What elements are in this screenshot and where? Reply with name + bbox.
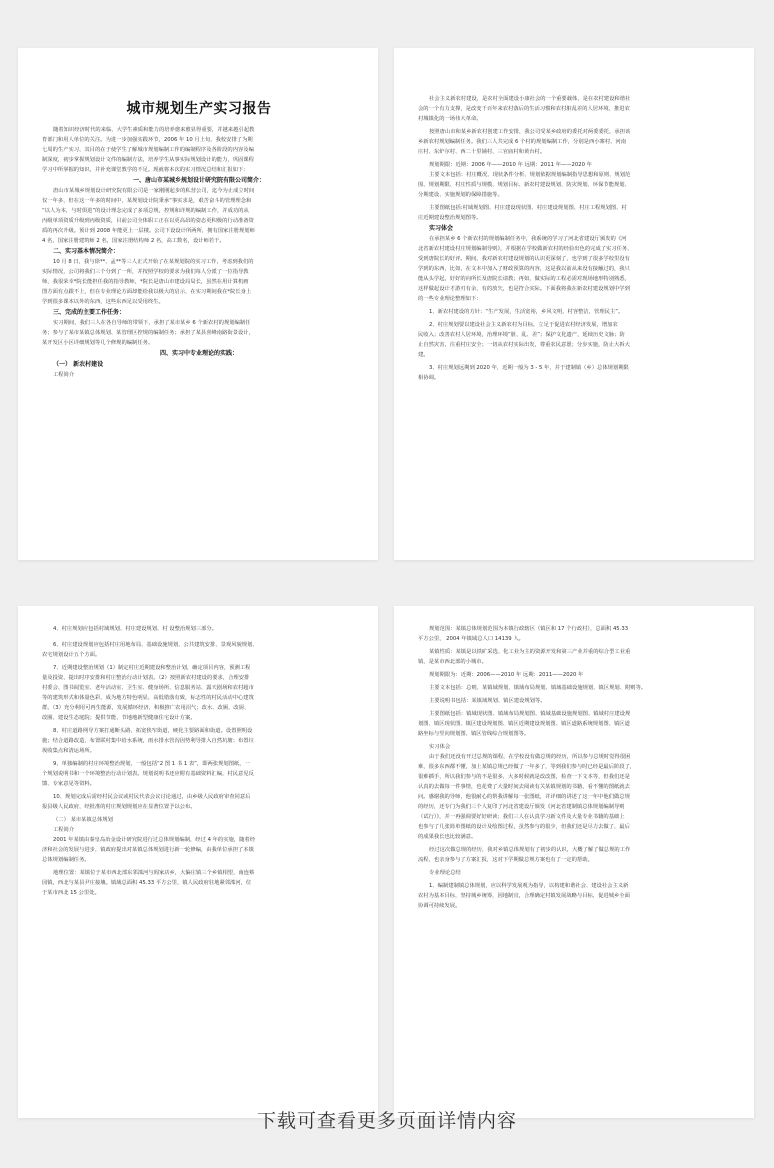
text-line: 在承担某乡 6 个新农村的规划编制任务中，我系统的学习了河北省建设厅颁发的《河 bbox=[429, 236, 627, 242]
text-line: 4、村庄规划应包括村域规划、村庄建设规划、村 设整治规划三部分。 bbox=[53, 626, 217, 632]
section-heading: 实习体会 bbox=[429, 225, 454, 232]
text-line: 也参与了几张简单图纸的设计及绘图过程，虽然参与的很少，但我们还是尽力去做了，最后 bbox=[418, 824, 630, 830]
report-title: 城市规划生产实习报告 bbox=[126, 101, 272, 117]
text-line: 的经历，还专门为我们三个人复印了河北省建设厅颁发《河北省建制镇总体规划编制导则 bbox=[418, 804, 625, 810]
text-line: 工程简介 bbox=[53, 372, 75, 378]
text-line: 庄近期建设整治规划图等。 bbox=[418, 215, 482, 221]
subsection-heading: （二） 某市某镇总体规划 bbox=[53, 817, 113, 823]
text-line: 划图、镇区现状图、镇区建设规划图、镇区近期建设规划图、镇区道路系统规划图、镇区道 bbox=[418, 721, 630, 727]
text-line: 随着知识经济时代的来临，大学生素质和能力的培养愈来愈显得重要，并越来越引起教 bbox=[53, 127, 255, 133]
text-line: 主要文本包括：总则、某镇域规划、镇域布局规划、镇域基础设施规划、镇区规划、附则等。 bbox=[429, 685, 647, 691]
text-line: 受到唐院长的好评。期间，我对新农村建设规划的认识更深刻了，也学到了很多学校里没有 bbox=[418, 256, 630, 262]
text-line: 分期建设、实施规划的保障措施等。 bbox=[418, 192, 503, 198]
text-line: （试行）》，并一再强调要好好研读；我们三人在认真学习新文件及大量专业书籍的基础上 bbox=[418, 814, 625, 820]
text-line: 庄村、东炉尔村、西二十里铺村、三官庙村和黄台村。 bbox=[418, 149, 546, 155]
section-heading: 二、实习基本情况简介： bbox=[53, 248, 120, 255]
text-line: 等的建筑形式和体量色彩，成为地方特色明显，高低错落有致，标志性的村民活动中心建筑 bbox=[42, 695, 254, 701]
text-line: 报县级人民政府，经批准的村庄规划规划应在显著位置予以公布。 bbox=[42, 804, 196, 810]
text-line: 学到的东西，比如，在文本中加入了财政预算的内容，这是我以前从来没有接触过的，我只 bbox=[418, 266, 630, 272]
text-line: 镇，是某市西北部的小城市。 bbox=[418, 659, 487, 665]
text-line: 难，很多东西都不懂，加上某镇总规已经做了一年多了，等到我们参与时已经是最后阶段了， bbox=[418, 764, 636, 770]
text-line: 学到很多课本以外的东西，这些东西足以受用终生。 bbox=[42, 299, 164, 305]
section-heading: 实习体会 bbox=[429, 744, 451, 750]
more-pages-caption: 下载可查看更多页面详情内容 bbox=[256, 1110, 517, 1132]
text-line: 师，我很荣幸*院长能担任我的指导教师，*院长是唐山市建设局局长，虽然在用计算机画 bbox=[42, 279, 249, 285]
text-line: 地理位置：某镇位于某市西北部东邻滦河与阎家店乡，大偏庄镇三个乡镇相望，南连蔡 bbox=[53, 870, 255, 876]
text-line: 规划期限：近期：2006 年——2010 年 远期：2011 年——2020 年 bbox=[429, 162, 592, 168]
text-line: 经过这次做总规的经历，我对乡镇总体规划有了初步的认识，大概了解了做总规的工作 bbox=[429, 847, 631, 853]
text-line: 育部门和用人单位的关注。为进一步加强实践环节，2006 年 10 月上旬，我校安排了为期 bbox=[42, 137, 253, 143]
document-page-1 bbox=[18, 48, 378, 560]
text-line: 村委会、图书阅览室、老年活动室、卫生室、健身场所、信息服务站、露天剧场和农村超市 bbox=[42, 685, 254, 691]
text-line: 济和社会的发展与进步，镇政府提出对某镇总体规划进行新一轮修编，由我单位承担了本镇 bbox=[42, 847, 254, 853]
text-line: 农宅规划设计五个方面。 bbox=[42, 652, 101, 658]
text-line: 制深度，初步掌握规划设计文件的编制方法，培养学生从事实际规划设计的能力，巩固课程 bbox=[42, 157, 254, 163]
text-line: 总体规划编制任务。 bbox=[42, 857, 90, 863]
document-page-4 bbox=[394, 606, 754, 1118]
text-line: 量及投资，提出时序安排和村庄整治行动计划表。（2）按照新农村建设的要求，合理安排 bbox=[42, 675, 250, 681]
text-line: 规划期限为：近期：2006——2010 年 远期：2011——2020 年 bbox=[429, 672, 584, 678]
section-heading: 一、唐山市某城乡规划设计研究院有限公司简介： bbox=[132, 177, 265, 184]
subsection-heading: （一） 新农村建设 bbox=[53, 361, 104, 368]
text-line: 某镇性质：某镇是以铁矿采选、化工业为主的资源开发和第三产业并重的综合型工业重 bbox=[429, 649, 631, 655]
section-heading: 三、完成的主要工作任务： bbox=[53, 309, 126, 316]
text-line: 10、规划完成后需经村民会议或村民代表会议讨论通过，由乡级人民政府审查同意后 bbox=[53, 794, 251, 800]
text-line: 止自然灾害，注重村庄安全；一切从农村实际出发，尊重农民意愿；分步实施，防止大拆大 bbox=[418, 342, 630, 348]
text-line: 圾收集点和清运场所。 bbox=[42, 748, 95, 754]
text-line: 仅一年多，但在这一年多的时间中，某规划设计院秉承“事实求是，艰苦奋斗的管理理念和 bbox=[42, 198, 252, 204]
text-line: 8、村庄道路网导方案打通断头路，拓宽狭窄街道，硬化主要路面和街道。设置照明设 bbox=[53, 728, 253, 734]
document-page-3 bbox=[18, 606, 378, 1118]
text-line: 社会主义新农村建设，是农村全面建设小康社会的一个重要载体，是在农村建设和谐社 bbox=[429, 96, 631, 102]
text-line: 民收入；改善农村人居环境，治理环境“脏、乱、差”；保护文化遗产，延续历史文脉；防 bbox=[418, 332, 625, 338]
text-line: 相协调。 bbox=[418, 375, 440, 381]
text-line: 2001 年某镇由秦皇岛冶金设计研究院进行过总体规划编制，经过 4 年的实施，随着经 bbox=[53, 837, 255, 843]
text-line: 于某市西北 15 公里处。 bbox=[42, 890, 100, 896]
text-line: 乡新农村规划编制任务。我们三人共完成 6 个村的规划编制工作，分别是西小寨村、河南 bbox=[418, 139, 627, 145]
text-line: 主要图纸包括：镇域现状图、镇域布局规划图、镇域基础设施规划图、镇域村庄建设规 bbox=[429, 711, 631, 717]
text-line: 会的一个有力支撑，是改变千百年来农村落后的生活习惯和农村脏乱差的人居环境，推进农 bbox=[418, 106, 630, 112]
text-line: 唐山市某城乡规划设计研究院有限公司是一家刚刚起步的私营公司，迄今为止成立时间 bbox=[53, 188, 255, 194]
text-line: 7、近期建设整治规划（1）制定村庄近期建设和整治计划，确定项目内容，预测工程 bbox=[53, 665, 251, 671]
text-line: “以人为本，与时俱进”的设计理念完成了多项总规，控规和详规的编制工作，并成功的从 bbox=[42, 208, 249, 214]
text-line: 农村为基本目标，坚持城乡统筹，因地制宜，合理确定村镇发展战略与目标，促进城乡全面 bbox=[418, 893, 630, 899]
text-line: 园镇，西北与某县尹庄接壤。镇域总面积 45.33 平方公里，镇人民政府驻地紧邻滦河，位 bbox=[42, 880, 252, 886]
text-line: 协调可持续发展。 bbox=[418, 903, 461, 909]
text-line: 1、编制建制镇总体规划，应以科学发展观为指导，以构建和谐社会、建设社会主义新 bbox=[429, 883, 629, 889]
text-line: 七周的生产实习，其目的在于使学生了解城市规划编制工作的编制程序及各阶段的内容及编 bbox=[42, 147, 254, 153]
text-line: 质的再次升级。预计到 2008 年能更上一层楼。公司下设设计所两所，拥有国家注册规划师 bbox=[42, 228, 255, 234]
text-line: 规划范围：某镇总体规划范围为本镇行政辖区（镇区和 17 个行政村），总面积 45.33 bbox=[429, 626, 629, 632]
text-line: 施；结合道路改造，布置联村集中给水系统，雨水排水管沟因势利导排入自然坑塘；布置垃 bbox=[42, 738, 254, 744]
text-line: 这样做起设计才游刃有余，有的放矢，也是符合实际。下面我将我在新农村建设规划中学到 bbox=[418, 286, 630, 292]
text-line: 6、村庄建设规划应包括村庄用地布局、基础设施规划、公共建筑安排、景观风貌规划、 bbox=[53, 642, 258, 648]
text-line: 很难插手，所以我们参与的不是很多，大多时候就是改改图，检查一下文本等，但我们还是 bbox=[418, 774, 630, 780]
text-line: 实际情况，公司将我们三个分到了一所，并按照学校的要求为我们每人分派了一位指导教 bbox=[42, 269, 249, 275]
text-line: 改圈、建设生态庭院；提供节能、节地地新型健康住宅设计方案。 bbox=[42, 715, 196, 721]
text-line: 个规划说明书和一个环境整治行动计划表。规划说明书还应附有基础资料汇编，村民意见反 bbox=[42, 771, 254, 777]
text-line: 实习期间，我们三人在各自导师的带领下，承担了某市某乡 6 个新农村的规划编制任 bbox=[53, 320, 251, 326]
text-line: 2、村庄规划要以建设社会主义新农村为目标，立足于促进农村经济发展，增加农 bbox=[429, 322, 618, 328]
text-line: 馈、专家意见等资料。 bbox=[42, 781, 95, 787]
text-line: 平方公里， 2004 年镇域总人口 14139 人。 bbox=[418, 636, 524, 642]
text-line: 某开发区小区详细规划等几个修规的编制任务。 bbox=[42, 340, 154, 346]
text-line: 路坐标与竖向规划图、镇区管线综合规划图等。 bbox=[418, 731, 530, 737]
text-line: 能从头学起，好好的向所长及唐院长请教；再如，做实际的工程必需对现场地形特别熟悉， bbox=[418, 276, 630, 282]
section-heading: 四、实习中专业理论的实践： bbox=[159, 350, 238, 357]
text-line: 的一些专业理论整理如下： bbox=[418, 296, 482, 302]
text-line: 务；参与了某市某镇总体规划、某管理区控规的编制任务；承担了某县喜峰南路街景设计， bbox=[42, 330, 254, 336]
text-line: 学习中所掌握的知识，并补充课堂教学的不足。现就将本次的实习情况总结和汇报如下： bbox=[42, 167, 249, 173]
text-line: 9、单独编制的村庄环境整治规划，一般包括“2 图 1 书 1 表”，即两张规划图纸，一 bbox=[53, 761, 250, 767]
text-line: 群。（3）充分利用可再生能源，发展循环经济，积极推广农用沼气；改水、改厕、改厨、 bbox=[42, 705, 250, 711]
text-line: 围、规划期限、村庄性质与规模、规划目标、新农村建设规划、防灾规划、环保节能规划、 bbox=[418, 182, 630, 188]
text-line: 北省新农村建设村庄规划编制导则》，并根据在学校做新农村的经验出色的完成了实习任务， bbox=[418, 246, 633, 252]
text-line: 按照唐山市和某乡新农村创建工作安排，我公司受某乡政府的委托对两委委托，承担该 bbox=[429, 129, 631, 135]
text-line: 工程简介 bbox=[53, 827, 75, 833]
text-line: 认真的去做每一件事情，也花费了大量时间去阅读有关某镇规划的书籍，看不懂的图纸就去 bbox=[418, 784, 630, 790]
text-line: 问。感谢我的导师，他很耐心的帮我讲解每一张图纸，并详细的讲述了这一年中他们做总规 bbox=[418, 794, 630, 800]
text-line: 丙级单项资质升级到丙级资质，目前公司全体职工正在以更高昂的姿态更积极的行动准备资 bbox=[42, 218, 254, 224]
text-line: 主要说明书包括：某镇域规划、镇区建设规划等。 bbox=[429, 698, 546, 704]
text-line: 4 名，国家注册建筑师 2 名，国家注册结构师 2 名，高工数名，设计师若干。 bbox=[42, 238, 225, 244]
text-line: 流程，也亲身参与了方案汇报，这对下学期做总规方案也有了一定的帮助。 bbox=[418, 857, 593, 863]
text-line: 的成果我长也比较满意。 bbox=[418, 834, 477, 840]
document-page-2 bbox=[394, 48, 754, 560]
text-line: 图方面有点跟不上，但在专业理论方面却能给我以极大的启示，在实习期间我在*院长身上 bbox=[42, 289, 252, 295]
text-line: 主要图纸包括:村域规划图、村庄建设现状图、村庄建设规划图、村庄工程规划图、村 bbox=[429, 205, 627, 211]
text-line: 3、村庄规划远期到 2020 年，近期一般为 3 - 5 年，并于建制镇（乡）总体规划期限 bbox=[429, 365, 629, 371]
text-line: 10 月 8 日，我与徐**、孟**等三人正式开始了在某规划院的实习工作，考虑到我们的 bbox=[53, 259, 254, 265]
text-line: 1、新农村建设的方针：“生产发展，生活宽裕，乡风文明，村容整洁，管理民主”。 bbox=[429, 309, 624, 315]
text-line: 村城镇化的一场伟大革命。 bbox=[418, 116, 482, 122]
text-line: 建。 bbox=[418, 352, 429, 358]
section-heading: 专业理论总结 bbox=[429, 870, 461, 876]
text-line: 由于我们还没有开过总规的课程，在学校没有做总规的经历，所以参与总规时觉得很困 bbox=[429, 754, 631, 760]
text-line: 主要文本包括：村庄概况、现状条件分析、规划依据规划编制指导思想和原则、规划范 bbox=[429, 172, 631, 178]
